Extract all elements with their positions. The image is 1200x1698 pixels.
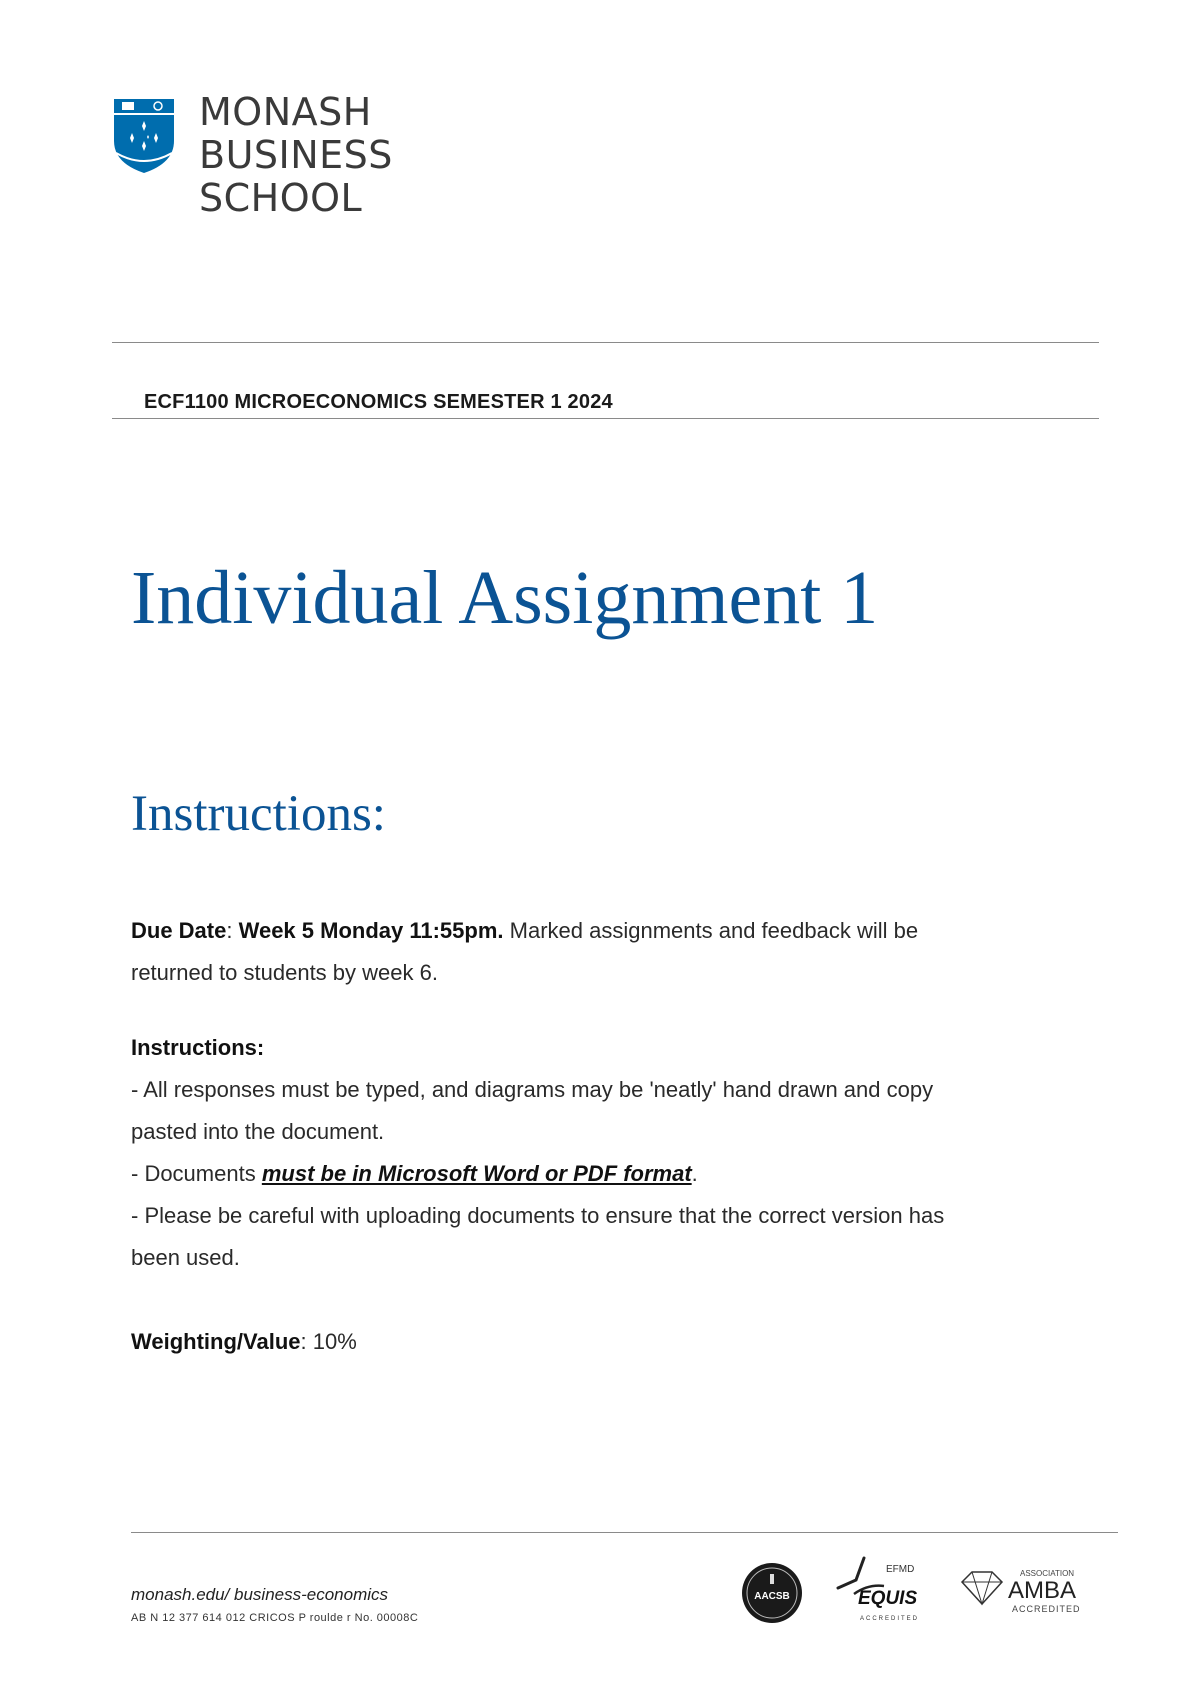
- equis-top-label: EFMD: [886, 1564, 915, 1575]
- footer-abn: AB N 12 377 614 012 CRICOS P roulde r No. 00008C: [131, 1612, 419, 1624]
- logo-line-3: SCHOOL: [199, 176, 363, 220]
- due-date-text: Marked assignments and feedback will be: [503, 918, 919, 943]
- course-header: ECF1100 MICROECONOMICS SEMESTER 1 2024: [144, 391, 613, 413]
- weighting-label: Weighting/Value: [131, 1329, 301, 1354]
- amba-label: AMBA: [1008, 1577, 1077, 1604]
- equis-sub-label: ACCREDITED: [860, 1616, 920, 1622]
- header-divider: [112, 418, 1099, 419]
- instruction-item-3b: been used.: [131, 1245, 240, 1270]
- due-date-line-2: returned to students by week 6.: [131, 960, 438, 985]
- page-title: Individual Assignment 1: [131, 556, 879, 640]
- top-divider: [112, 342, 1099, 343]
- instruction-item-1a: - All responses must be typed, and diagrams may be 'neatly' hand drawn and copy: [131, 1077, 934, 1102]
- logo-line-1: MONASH: [199, 90, 372, 134]
- footer-url[interactable]: monash.edu/ business-economics: [131, 1585, 389, 1604]
- weighting-sep: :: [300, 1329, 313, 1354]
- due-date-label: Due Date: [131, 918, 227, 943]
- instruction-item-1b: pasted into the document.: [131, 1119, 385, 1144]
- instruction-item-2-prefix: - Documents: [131, 1161, 262, 1186]
- aacsb-badge-label: AACSB: [754, 1591, 790, 1602]
- instruction-item-2-emphasis: must be in Microsoft Word or PDF format: [261, 1161, 692, 1186]
- instructions-label: Instructions:: [131, 1035, 265, 1060]
- instruction-item-3a: - Please be careful with uploading documents to ensure that the correct version has: [131, 1203, 945, 1228]
- instructions-body: [131, 910, 1061, 1363]
- instruction-item-2-suffix: .: [691, 1161, 698, 1186]
- weighting-value: 10%: [312, 1329, 357, 1354]
- aacsb-badge-icon: [741, 1562, 803, 1624]
- instruction-item-2: [131, 1153, 1061, 1195]
- due-date-line: [131, 910, 1061, 952]
- amba-sub-label: ACCREDITED: [1012, 1604, 1081, 1614]
- equis-label: EQUIS: [858, 1588, 918, 1609]
- logo-line-2: BUSINESS: [199, 133, 393, 177]
- equis-badge-icon: [834, 1554, 932, 1626]
- due-date-sep: :: [226, 918, 239, 943]
- weighting-line: [131, 1321, 1061, 1363]
- footer-divider: [131, 1532, 1118, 1533]
- monash-shield-icon: [112, 97, 176, 175]
- due-date-value: Week 5 Monday 11:55pm.: [238, 918, 504, 943]
- section-heading: Instructions:: [131, 786, 386, 842]
- amba-top-label: ASSOCIATION: [1020, 1569, 1075, 1578]
- logo-wordmark: [199, 91, 393, 220]
- amba-badge-icon: [958, 1564, 1098, 1620]
